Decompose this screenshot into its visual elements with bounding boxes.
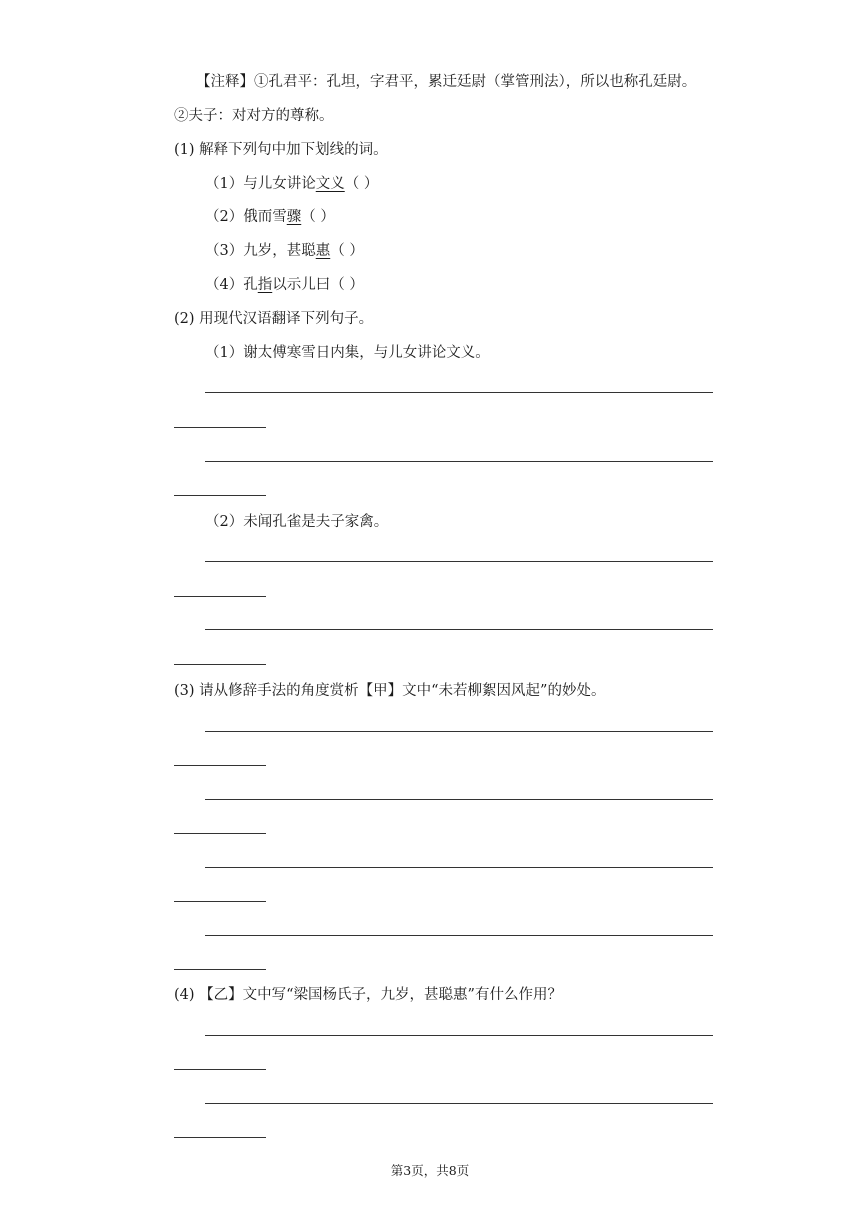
answer-line[interactable] — [205, 935, 713, 936]
answer-line-continuation[interactable] — [174, 969, 266, 970]
question-4-prompt: (4) 【乙】文中写“梁国杨氏子，九岁，甚聪惠”有什么作用？ — [174, 987, 562, 1003]
q2-sentence-2: （2）未闻孔雀是夫子家禽。 — [205, 514, 389, 530]
answer-line-continuation[interactable] — [174, 765, 266, 766]
answer-line-continuation[interactable] — [174, 833, 266, 834]
q1-item-1-num: （1） — [205, 176, 244, 192]
answer-line[interactable] — [205, 867, 713, 868]
answer-line-continuation[interactable] — [174, 596, 266, 597]
q1-item-4-blank[interactable]: 以示儿曰（ ） — [272, 277, 364, 293]
answer-line[interactable] — [205, 561, 713, 562]
answer-line[interactable] — [205, 1103, 713, 1104]
q2-sentence-1: （1）谢太傅寒雪日内集，与儿女讲论文义。 — [205, 345, 490, 361]
q1-item-4-num: （4） — [205, 277, 244, 293]
q1-item-1 — [205, 174, 378, 194]
q1-item-4 — [205, 275, 364, 295]
answer-line[interactable] — [205, 731, 713, 732]
question-3-prompt: (3) 请从修辞手法的角度赏析【甲】文中“未若柳絮因风起”的妙处。 — [174, 683, 606, 699]
q1-item-2-underlined-word: 骤 — [286, 209, 302, 225]
question-2-prompt: (2) 用现代汉语翻译下列句子。 — [174, 311, 374, 327]
q1-item-1-blank[interactable]: （ ） — [344, 176, 379, 192]
answer-line[interactable] — [205, 461, 713, 462]
q1-item-2-num: （2） — [205, 209, 244, 225]
q1-item-3-num: （3） — [205, 243, 244, 259]
answer-line-continuation[interactable] — [174, 427, 266, 428]
answer-line-continuation[interactable] — [174, 495, 266, 496]
page-number: 第3页，共8页 — [390, 1163, 470, 1178]
q1-item-2-pre: 俄而雪 — [243, 209, 287, 225]
answer-line-continuation[interactable] — [174, 1069, 266, 1070]
answer-line-continuation[interactable] — [174, 664, 266, 665]
q1-item-3-blank[interactable]: （ ） — [330, 243, 364, 259]
q1-item-2-blank[interactable]: （ ） — [301, 209, 335, 225]
q1-item-1-underlined-word: 文义 — [315, 176, 345, 192]
q1-item-3 — [205, 241, 364, 261]
q1-item-2 — [205, 207, 335, 227]
note-line-1: 【注释】①孔君平：孔坦，字君平，累迁廷尉（掌管刑法），所以也称孔廷尉。 — [196, 74, 697, 90]
answer-line[interactable] — [205, 799, 713, 800]
answer-line[interactable] — [205, 392, 713, 393]
question-1-prompt: (1) 解释下列句中加下划线的词。 — [174, 142, 388, 158]
answer-line[interactable] — [205, 629, 713, 630]
q1-item-3-underlined-word: 惠 — [315, 243, 331, 259]
answer-line-continuation[interactable] — [174, 1137, 266, 1138]
q1-item-4-underlined-word: 指 — [257, 277, 273, 293]
q1-item-1-pre: 与儿女讲论 — [243, 176, 316, 192]
q1-item-3-pre: 九岁，甚聪 — [243, 243, 316, 259]
q1-item-4-pre: 孔 — [243, 277, 258, 293]
note-line-2: ②夫子：对对方的尊称。 — [174, 108, 334, 124]
answer-line[interactable] — [205, 1035, 713, 1036]
answer-line-continuation[interactable] — [174, 901, 266, 902]
